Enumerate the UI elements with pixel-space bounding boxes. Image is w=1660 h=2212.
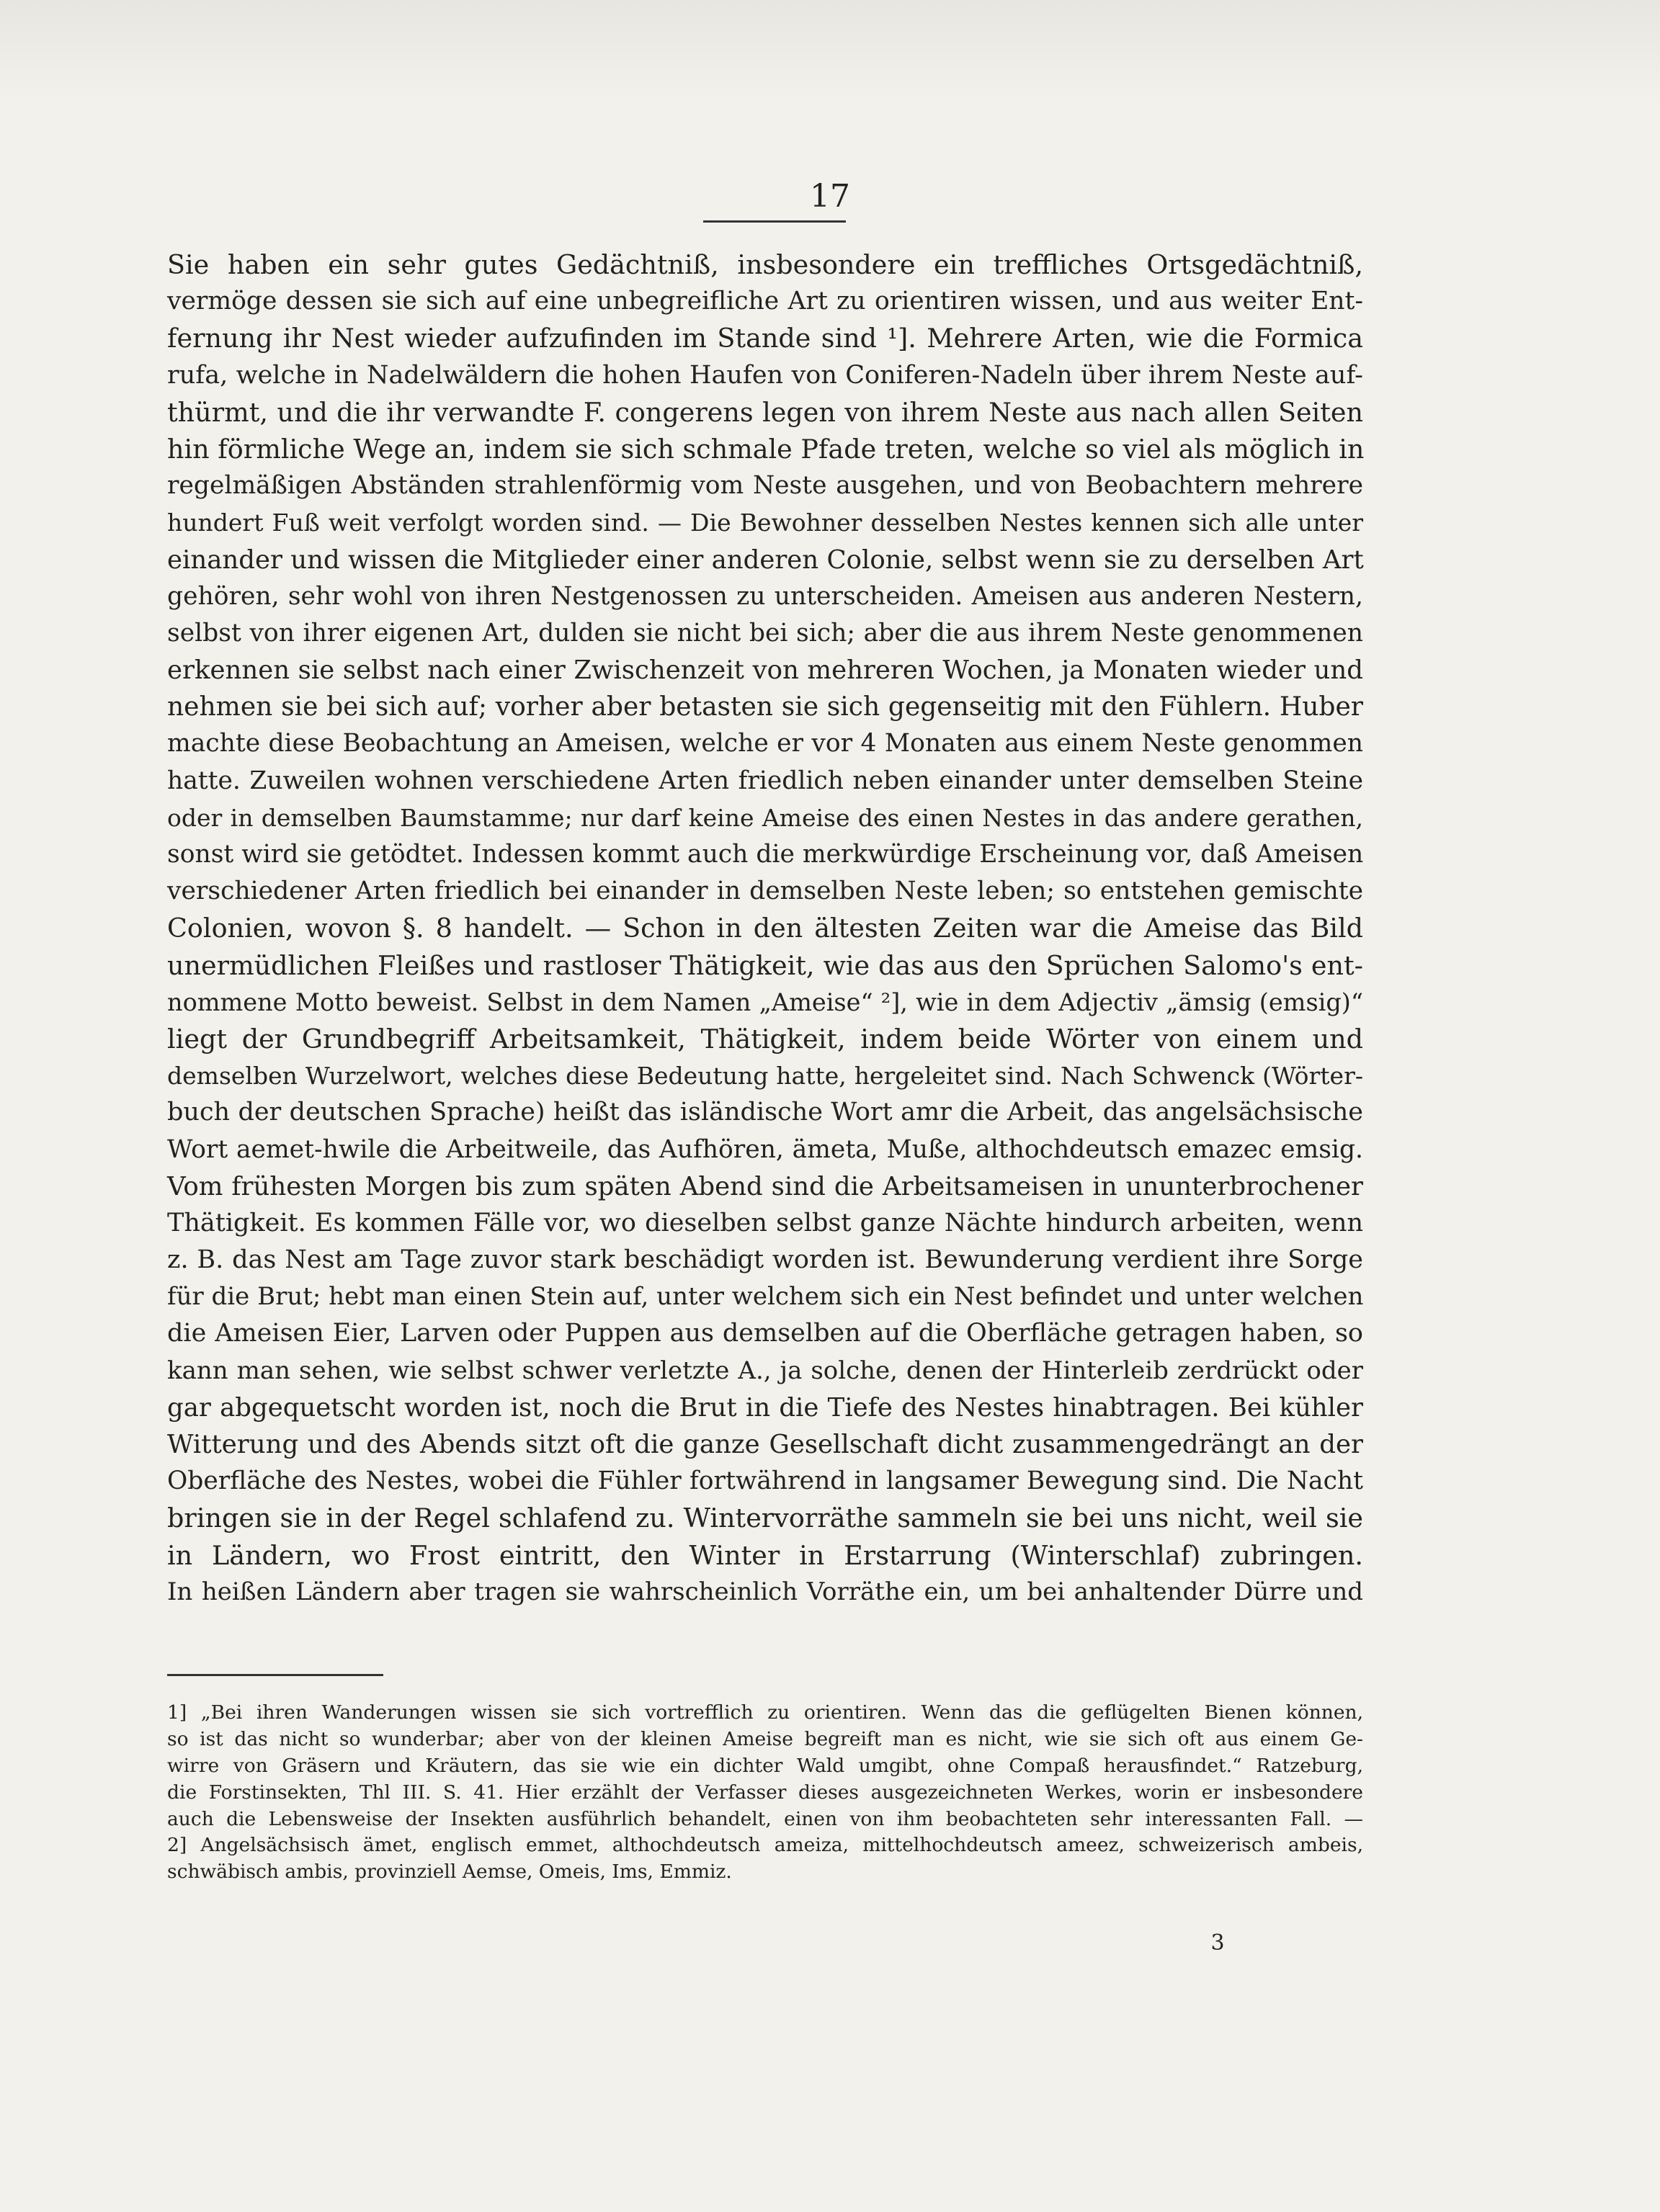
footnote-line: die Forstinsekten, Thl III. S. 41. Hier erzählt der Verfasser dieses ausgezeichneten Werkes, worin er insbesondere — [167, 1781, 1363, 1804]
footnote-line: schwäbisch ambis, provinziell Aemse, Omeis, Ims, Emmiz. — [167, 1861, 732, 1884]
page-edge-shading — [0, 0, 1660, 101]
footnote-line: 2] Angelsächsisch ämet, englisch emmet, althochdeutsch ameiza, mittelhochdeutsch ameez, schweizerisch ambeis, — [167, 1834, 1363, 1857]
body-line: in Ländern, wo Frost eintritt, den Winter in Erstarrung (Winterschlaf) zubringen. — [167, 1539, 1363, 1571]
body-line: hin förmliche Wege an, indem sie sich schmale Pfade treten, welche so viel als möglich in — [167, 433, 1365, 465]
footnotes — [167, 1700, 1363, 1886]
footnote-line: auch die Lebensweise der Insekten ausführlich behandelt, einen von ihm beobachteten sehr interessanten Fall. — — [167, 1807, 1363, 1830]
page-number: 17 — [810, 178, 850, 215]
body-line: fernung ihr Nest wieder aufzufinden im Stande sind ¹]. Mehrere Arten, wie die Formica — [167, 323, 1363, 354]
body-line: Sie haben ein sehr gutes Gedächtniß, insbesondere ein treffliches Ortsgedächtniß, — [167, 249, 1363, 280]
body-line: einander und wissen die Mitglieder einer anderen Colonie, selbst wenn sie zu derselben Art — [167, 545, 1364, 575]
main-text — [167, 246, 1363, 1611]
body-line: demselben Wurzelwort, welches diese Bedeutung hatte, hergeleitet sind. Nach Schwenck (Wörter- — [167, 1062, 1363, 1091]
body-line: bringen sie in der Regel schlafend zu. Wintervorräthe sammeln sie bei uns nicht, weil sie — [167, 1503, 1363, 1534]
body-line: vermöge dessen sie sich auf eine unbegreifliche Art zu orientiren wissen, und aus weiter Ent- — [167, 287, 1363, 316]
body-line: hatte. Zuweilen wohnen verschiedene Arten friedlich neben einander unter demselben Steine — [167, 766, 1363, 795]
body-line: die Ameisen Eier, Larven oder Puppen aus demselben auf die Oberfläche getragen haben, so — [167, 1319, 1363, 1348]
body-line: kann man sehen, wie selbst schwer verletzte A., ja solche, denen der Hinterleib zerdrückt oder — [167, 1356, 1363, 1385]
body-line: hundert Fuß weit verfolgt worden sind. — Die Bewohner desselben Nestes kennen sich alle unter — [167, 509, 1363, 537]
body-line: nommene Motto beweist. Selbst in dem Namen „Ameise“ ²], wie in dem Adjectiv „ämsig (emsig)“ — [167, 988, 1363, 1016]
footnote-line: wirre von Gräsern und Kräutern, das sie wie ein dichter Wald umgibt, ohne Compaß herausfindet.“ Ratzeburg, — [167, 1754, 1363, 1777]
body-line: buch der deutschen Sprache) heißt das isländische Wort amr die Arbeit, das angelsächsische — [167, 1098, 1363, 1127]
body-line: erkennen sie selbst nach einer Zwischenzeit von mehreren Wochen, ja Monaten wieder und — [167, 655, 1363, 686]
body-line: machte diese Beobachtung an Ameisen, welche er vor 4 Monaten aus einem Neste genommen — [167, 729, 1363, 758]
body-line: rufa, welche in Nadelwäldern die hohen Haufen von Coniferen-Nadeln über ihrem Neste auf- — [167, 360, 1363, 390]
footnote-line: so ist das nicht so wunderbar; aber von der kleinen Ameise begreift man es nicht, wie sie sich oft aus einem Ge- — [167, 1727, 1363, 1750]
signature-mark: 3 — [1210, 1930, 1225, 1956]
body-line: Vom frühesten Morgen bis zum späten Abend sind die Arbeitsameisen in ununterbrochener — [167, 1171, 1363, 1201]
body-line: für die Brut; hebt man einen Stein auf, unter welchem sich ein Nest befindet und unter welchen — [167, 1282, 1364, 1312]
body-line: thürmt, und die ihr verwandte F. congerens legen von ihrem Neste aus nach allen Seiten — [167, 396, 1363, 428]
footnote-line: 1] „Bei ihren Wanderungen wissen sie sich vortrefflich zu orientiren. Wenn das die geflügelten Bienen können, — [167, 1701, 1363, 1724]
body-line: nehmen sie bei sich auf; vorher aber betasten sie sich gegenseitig mit den Fühlern. Huber — [167, 692, 1363, 722]
body-line: z. B. das Nest am Tage zuvor stark beschädigt worden ist. Bewunderung verdient ihre Sorge — [167, 1245, 1363, 1275]
body-line: regelmäßigen Abständen strahlenförmig vom Neste ausgehen, und von Beobachtern mehrere — [167, 471, 1363, 501]
body-line: Oberfläche des Nestes, wobei die Fühler fortwährend in langsamer Bewegung sind. Die Nacht — [167, 1467, 1363, 1496]
body-line: Colonien, wovon §. 8 handelt. — Schon in den ältesten Zeiten war die Ameise das Bild — [167, 913, 1363, 944]
body-line: gehören, sehr wohl von ihren Nestgenossen zu unterscheiden. Ameisen aus anderen Nestern, — [167, 581, 1363, 611]
body-line: In heißen Ländern aber tragen sie wahrscheinlich Vorräthe ein, um bei anhaltender Dürre und — [167, 1577, 1363, 1606]
body-line: Thätigkeit. Es kommen Fälle vor, wo dieselben selbst ganze Nächte hindurch arbeiten, wenn — [167, 1208, 1363, 1237]
body-line: gar abgequetscht worden ist, noch die Brut in die Tiefe des Nestes hinabtragen. Bei kühler — [167, 1392, 1363, 1423]
body-line: selbst von ihrer eigenen Art, dulden sie nicht bei sich; aber die aus ihrem Neste genommenen — [167, 618, 1363, 648]
body-line: oder in demselben Baumstamme; nur darf keine Ameise des einen Nestes in das andere gerathen, — [167, 803, 1363, 832]
body-line: unermüdlichen Fleißes und rastloser Thätigkeit, wie das aus den Sprüchen Salomo's ent- — [167, 949, 1363, 981]
body-line: sonst wird sie getödtet. Indessen kommt auch die merkwürdige Erscheinung vor, daß Ameisen — [167, 840, 1364, 869]
body-line: liegt der Grundbegriff Arbeitsamkeit, Thätigkeit, indem beide Wörter von einem und — [167, 1023, 1363, 1054]
body-line: Wort aemet-hwile die Arbeitweile, das Aufhören, ämeta, Muße, althochdeutsch emazec emsig. — [167, 1134, 1363, 1164]
footnote-rule — [167, 1674, 383, 1676]
header-rule — [703, 220, 846, 223]
body-line: verschiedener Arten friedlich bei einander in demselben Neste leben; so entstehen gemischte — [167, 877, 1363, 906]
body-line: Witterung und des Abends sitzt oft die ganze Gesellschaft dicht zusammengedrängt an der — [167, 1430, 1363, 1459]
